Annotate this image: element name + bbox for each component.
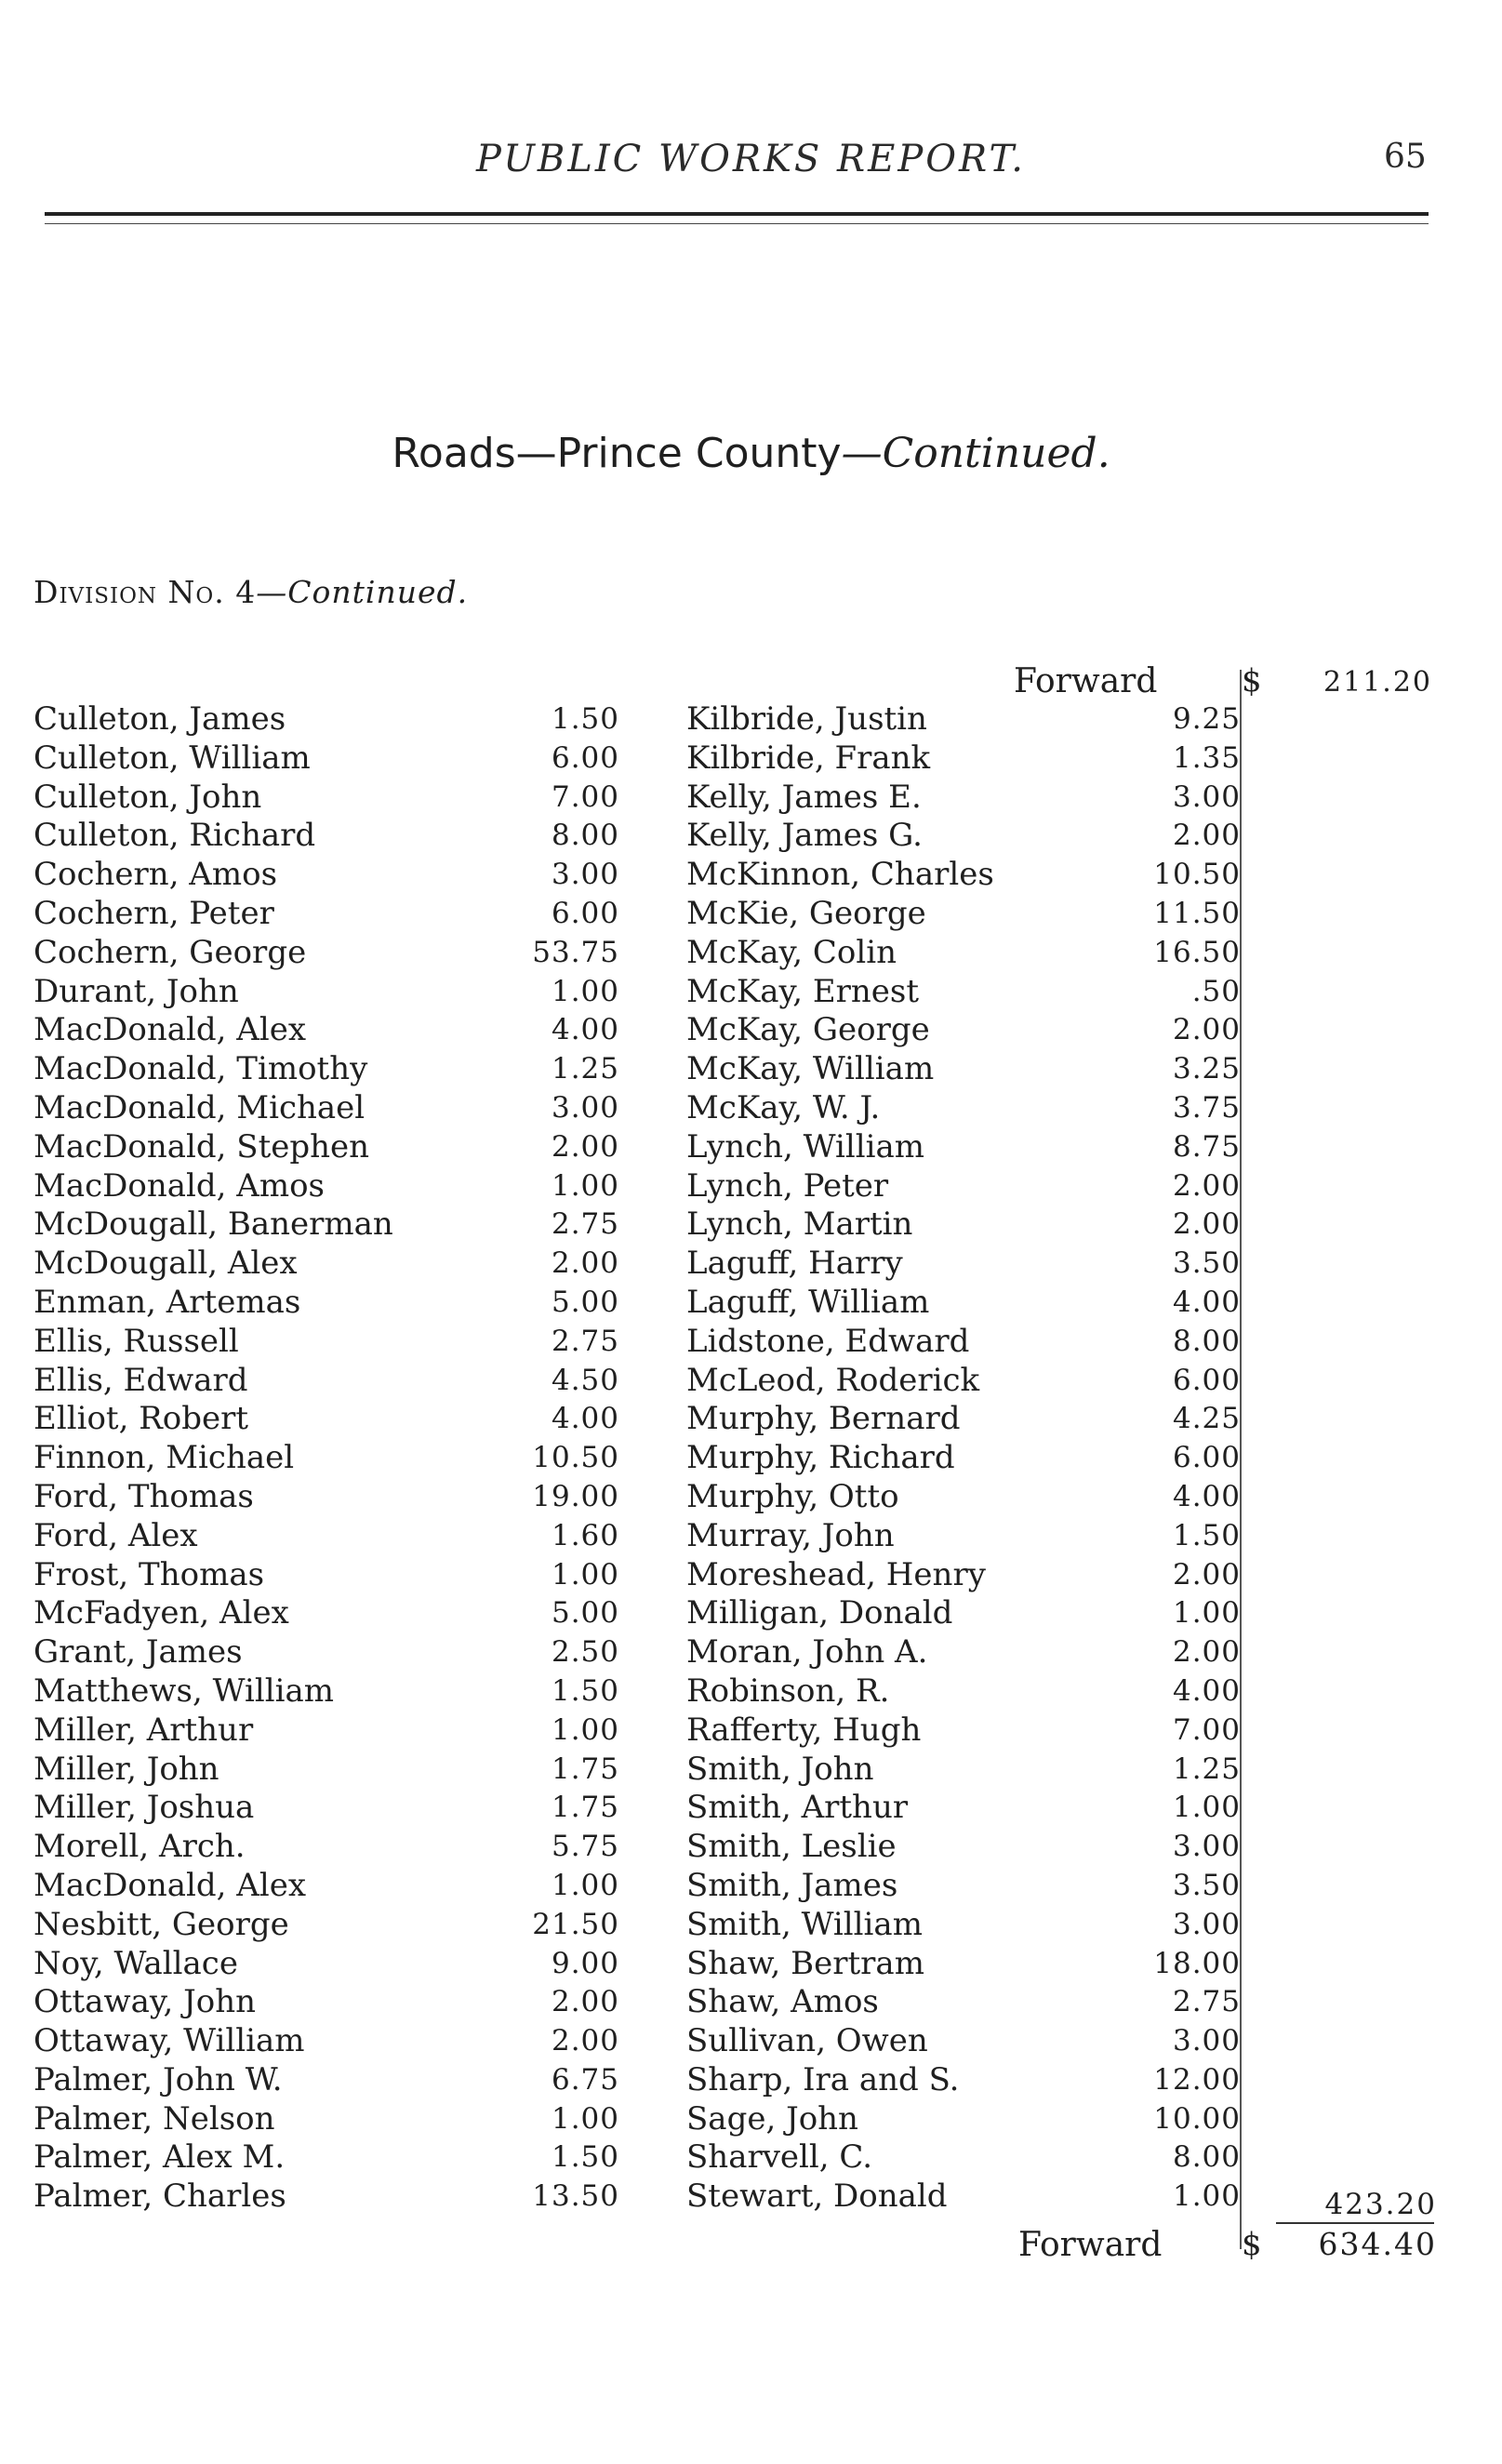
list-item [686, 1128, 1244, 1167]
list-item [33, 1789, 619, 1828]
entry-name: McLeod, Roderick [686, 1361, 980, 1399]
entry-amount: 4.00 [551, 1013, 619, 1047]
entry-amount: 3.00 [1172, 779, 1241, 814]
list-item [686, 1556, 1244, 1595]
division-label: Division No. 4 [33, 574, 257, 610]
entry-name: Matthews, William [33, 1672, 334, 1710]
header-rule-thin [45, 223, 1429, 224]
entry-amount: 5.75 [551, 1830, 619, 1864]
list-item [686, 1362, 1244, 1401]
list-item [686, 1089, 1244, 1128]
entry-name: Finnon, Michael [33, 1439, 295, 1477]
entry-amount: 1.25 [1172, 1751, 1241, 1786]
entry-name: MacDonald, Alex [33, 1866, 307, 1904]
list-item [33, 779, 619, 818]
list-item [33, 817, 619, 856]
entry-name: Smith, Leslie [686, 1828, 897, 1866]
entry-amount: 3.00 [1172, 1830, 1241, 1864]
list-item [33, 1284, 619, 1323]
entry-amount: 13.50 [532, 2179, 619, 2214]
entry-name: Ford, Thomas [33, 1477, 254, 1515]
entry-amount: 1.00 [551, 2101, 619, 2136]
entry-amount: 2.00 [1172, 819, 1241, 853]
entry-name: Lynch, Peter [686, 1166, 889, 1205]
entry-name: Enman, Artemas [33, 1283, 301, 1321]
list-item [686, 1517, 1244, 1556]
forward-label-top: Forward [1014, 662, 1158, 700]
section-title-continued: —Continued. [841, 430, 1110, 477]
entry-name: Moreshead, Henry [686, 1555, 986, 1593]
list-item [33, 700, 619, 739]
list-item [33, 1245, 619, 1284]
entry-amount: 2.75 [551, 1324, 619, 1358]
right-column-list [686, 700, 1244, 2217]
entry-name: Frost, Thomas [33, 1555, 265, 1593]
list-item [33, 1517, 619, 1556]
list-item [33, 1323, 619, 1362]
entry-amount: 4.00 [1172, 1673, 1241, 1708]
entry-amount: 1.75 [551, 1751, 619, 1786]
list-item [686, 1867, 1244, 1906]
list-item [33, 1556, 619, 1595]
entry-amount: 1.00 [551, 974, 619, 1008]
list-item [686, 973, 1244, 1012]
forward-amount-bottom: 634.40 [1318, 2226, 1437, 2262]
entry-name: Sage, John [686, 2099, 858, 2138]
entry-name: MacDonald, Alex [33, 1011, 307, 1049]
entry-name: Kelly, James G. [686, 817, 923, 855]
entry-name: Robinson, R. [686, 1672, 890, 1710]
list-item [686, 1323, 1244, 1362]
entry-name: Murphy, Otto [686, 1477, 899, 1515]
entry-amount: 5.00 [551, 1285, 619, 1319]
entry-name: Durant, John [33, 972, 239, 1010]
column-subtotal: 423.20 [1324, 2188, 1437, 2221]
entry-amount: 1.75 [551, 1791, 619, 1825]
entry-amount: .50 [1191, 974, 1241, 1008]
list-item [686, 1439, 1244, 1478]
currency-symbol-bottom: $ [1242, 2226, 1262, 2263]
entry-name: McKay, Ernest [686, 972, 920, 1010]
entry-amount: 1.00 [1172, 1596, 1241, 1631]
list-item [33, 1945, 619, 1984]
list-item [686, 895, 1244, 934]
entry-name: Smith, James [686, 1866, 898, 1904]
entry-name: Miller, John [33, 1750, 219, 1788]
entry-amount: 10.50 [1153, 858, 1241, 892]
entry-name: Sullivan, Owen [686, 2022, 928, 2060]
list-item [686, 700, 1244, 739]
entry-amount: 2.75 [551, 1207, 619, 1242]
entry-name: Smith, William [686, 1905, 923, 1943]
list-item [686, 1167, 1244, 1206]
entry-amount: 1.50 [551, 2140, 619, 2175]
entry-amount: 10.00 [1153, 2101, 1241, 2136]
list-item [33, 856, 619, 895]
entry-amount: 6.00 [551, 896, 619, 930]
entry-amount: 3.75 [1172, 1090, 1241, 1125]
entry-amount: 2.00 [551, 1985, 619, 2019]
list-item [686, 1478, 1244, 1517]
page-number: 65 [1384, 138, 1427, 176]
entry-name: Kilbride, Frank [686, 739, 931, 777]
entry-amount: 6.00 [1172, 1363, 1241, 1397]
entry-name: Palmer, Nelson [33, 2099, 275, 2138]
entry-name: Ellis, Russell [33, 1322, 239, 1360]
entry-amount: 3.50 [1172, 1868, 1241, 1902]
entry-name: Culleton, John [33, 778, 262, 816]
currency-symbol-top: $ [1242, 662, 1262, 699]
entry-amount: 1.50 [551, 1673, 619, 1708]
entry-amount: 1.00 [551, 1557, 619, 1592]
entry-amount: 1.00 [1172, 2179, 1241, 2214]
header-rule-thick [45, 212, 1429, 216]
entry-name: Moran, John A. [686, 1633, 928, 1672]
division-heading [33, 574, 468, 610]
entry-name: Ottaway, John [33, 1983, 257, 2021]
entry-amount: 9.00 [551, 1946, 619, 1980]
list-item [33, 1633, 619, 1672]
entry-amount: 3.50 [1172, 1246, 1241, 1281]
list-item [33, 1167, 619, 1206]
entry-amount: 3.25 [1172, 1052, 1241, 1086]
entry-amount: 2.50 [551, 1635, 619, 1670]
entry-amount: 3.00 [1172, 2024, 1241, 2058]
entry-name: Laguff, William [686, 1283, 930, 1321]
entry-amount: 2.00 [1172, 1635, 1241, 1670]
entry-name: Ellis, Edward [33, 1361, 248, 1399]
entry-name: Murray, John [686, 1516, 895, 1554]
entry-name: Palmer, Alex M. [33, 2138, 286, 2177]
entry-amount: 21.50 [532, 1907, 619, 1941]
entry-name: Lidstone, Edward [686, 1322, 970, 1360]
entry-name: McKie, George [686, 894, 926, 932]
list-item [686, 1945, 1244, 1984]
list-item [33, 1828, 619, 1867]
entry-name: Cochern, George [33, 933, 307, 971]
entry-name: Lynch, Martin [686, 1205, 913, 1244]
list-item [686, 2061, 1244, 2100]
entry-name: Culleton, James [33, 700, 286, 738]
list-item [686, 1906, 1244, 1945]
entry-name: Culleton, Richard [33, 817, 316, 855]
entry-amount: 2.75 [1172, 1985, 1241, 2019]
entry-name: MacDonald, Michael [33, 1088, 366, 1126]
entry-name: Murphy, Bernard [686, 1400, 961, 1438]
list-item [33, 1751, 619, 1790]
list-item [33, 973, 619, 1012]
section-title [0, 430, 1502, 477]
entry-amount: 3.00 [551, 858, 619, 892]
entry-name: Murphy, Richard [686, 1439, 955, 1477]
entry-name: Lynch, William [686, 1127, 924, 1165]
list-item [33, 2022, 619, 2061]
list-item [686, 2178, 1244, 2217]
list-item [686, 1983, 1244, 2022]
division-continued: —Continued. [256, 574, 469, 610]
list-item [33, 1711, 619, 1751]
entry-amount: 1.50 [551, 702, 619, 736]
entry-name: Smith, Arthur [686, 1789, 909, 1827]
entry-name: Palmer, John W. [33, 2060, 283, 2098]
list-item [686, 1245, 1244, 1284]
list-item [686, 1751, 1244, 1790]
list-item [686, 1789, 1244, 1828]
list-item [686, 934, 1244, 973]
running-header-title: PUBLIC WORKS REPORT. [476, 138, 1026, 180]
entry-amount: 3.00 [551, 1090, 619, 1125]
entry-amount: 4.25 [1172, 1402, 1241, 1436]
entry-amount: 8.00 [1172, 2140, 1241, 2175]
entry-amount: 4.00 [1172, 1479, 1241, 1513]
list-item [686, 1828, 1244, 1867]
entry-name: Culleton, William [33, 739, 311, 777]
entry-amount: 11.50 [1153, 896, 1241, 930]
entry-amount: 12.00 [1153, 2062, 1241, 2097]
entry-name: Sharvell, C. [686, 2138, 873, 2177]
list-item [33, 1362, 619, 1401]
list-item [686, 817, 1244, 856]
entry-amount: 53.75 [532, 935, 619, 969]
entry-amount: 8.75 [1172, 1129, 1241, 1164]
entry-amount: 4.00 [551, 1402, 619, 1436]
entry-amount: 8.00 [551, 819, 619, 853]
list-item [33, 2061, 619, 2100]
forward-label-bottom: Forward [1018, 2226, 1163, 2264]
entry-name: Elliot, Robert [33, 1400, 249, 1438]
list-item [33, 2138, 619, 2178]
entry-amount: 9.25 [1172, 702, 1241, 736]
entry-name: Miller, Arthur [33, 1711, 254, 1749]
list-item [33, 739, 619, 779]
entry-name: MacDonald, Amos [33, 1166, 325, 1205]
forward-amount-top: 211.20 [1323, 666, 1432, 699]
list-item [686, 739, 1244, 779]
entry-name: Miller, Joshua [33, 1789, 255, 1827]
entry-amount: 1.00 [1172, 1791, 1241, 1825]
list-item [33, 1594, 619, 1633]
list-item [33, 1050, 619, 1089]
list-item [686, 1400, 1244, 1439]
entry-name: Laguff, Harry [686, 1245, 903, 1283]
list-item [33, 1672, 619, 1711]
list-item [33, 1478, 619, 1517]
entry-name: Smith, John [686, 1750, 874, 1788]
list-item [33, 1205, 619, 1245]
entry-name: Cochern, Amos [33, 856, 278, 894]
entry-name: Palmer, Charles [33, 2178, 286, 2216]
entry-name: McKinnon, Charles [686, 856, 994, 894]
entry-amount: 2.00 [1172, 1557, 1241, 1592]
subtotal-rule [1276, 2222, 1434, 2224]
entry-amount: 2.00 [1172, 1207, 1241, 1242]
entry-amount: 1.00 [551, 1712, 619, 1747]
entry-amount: 16.50 [1153, 935, 1241, 969]
list-item [33, 934, 619, 973]
entry-name: Milligan, Donald [686, 1594, 953, 1632]
entry-amount: 18.00 [1153, 1946, 1241, 1980]
entry-name: McFadyen, Alex [33, 1594, 289, 1632]
entry-amount: 7.00 [551, 779, 619, 814]
entry-amount: 3.00 [1172, 1907, 1241, 1941]
list-item [686, 1205, 1244, 1245]
entry-name: Ottaway, William [33, 2022, 305, 2060]
entry-amount: 2.00 [551, 2024, 619, 2058]
entry-amount: 1.50 [1172, 1518, 1241, 1552]
entry-amount: 2.00 [1172, 1168, 1241, 1203]
list-item [33, 895, 619, 934]
list-item [686, 2138, 1244, 2178]
entry-amount: 10.50 [532, 1441, 619, 1475]
entry-name: McKay, Colin [686, 933, 897, 971]
entry-name: Shaw, Amos [686, 1983, 879, 2021]
entry-amount: 7.00 [1172, 1712, 1241, 1747]
entry-amount: 1.60 [551, 1518, 619, 1552]
entry-name: Noy, Wallace [33, 1944, 238, 1982]
list-item [686, 779, 1244, 818]
entry-name: Morell, Arch. [33, 1828, 246, 1866]
entry-name: McDougall, Banerman [33, 1205, 393, 1244]
entry-name: Shaw, Bertram [686, 1944, 924, 1982]
list-item [33, 1011, 619, 1050]
entry-name: McDougall, Alex [33, 1245, 298, 1283]
list-item [33, 1906, 619, 1945]
list-item [686, 856, 1244, 895]
entry-name: McKay, George [686, 1011, 930, 1049]
list-item [33, 1400, 619, 1439]
entry-amount: 6.00 [551, 740, 619, 775]
list-item [686, 1594, 1244, 1633]
entry-amount: 2.00 [551, 1246, 619, 1281]
list-item [686, 2100, 1244, 2139]
list-item [686, 1633, 1244, 1672]
entry-amount: 1.00 [551, 1168, 619, 1203]
entry-name: Stewart, Donald [686, 2178, 948, 2216]
entry-amount: 4.50 [551, 1363, 619, 1397]
list-item [686, 1711, 1244, 1751]
entry-name: Cochern, Peter [33, 894, 274, 932]
entry-amount: 19.00 [532, 1479, 619, 1513]
entry-name: Sharp, Ira and S. [686, 2060, 960, 2098]
entry-name: McKay, W. J. [686, 1088, 881, 1126]
left-column-list [33, 700, 619, 2217]
entry-name: Rafferty, Hugh [686, 1711, 922, 1749]
section-title-text: Roads—Prince County [392, 430, 842, 477]
entry-name: MacDonald, Stephen [33, 1127, 370, 1165]
entry-amount: 1.00 [551, 1868, 619, 1902]
entry-name: Kelly, James E. [686, 778, 922, 816]
entry-name: MacDonald, Timothy [33, 1050, 368, 1088]
list-item [33, 1089, 619, 1128]
list-item [33, 1439, 619, 1478]
list-item [33, 1867, 619, 1906]
entry-amount: 4.00 [1172, 1285, 1241, 1319]
entry-amount: 6.75 [551, 2062, 619, 2097]
list-item [686, 1284, 1244, 1323]
list-item [686, 1050, 1244, 1089]
entry-amount: 1.25 [551, 1052, 619, 1086]
entry-name: McKay, William [686, 1050, 935, 1088]
list-item [33, 1128, 619, 1167]
list-item [686, 1672, 1244, 1711]
entry-name: Ford, Alex [33, 1516, 198, 1554]
entry-amount: 2.00 [551, 1129, 619, 1164]
entry-amount: 2.00 [1172, 1013, 1241, 1047]
list-item [33, 1983, 619, 2022]
entry-amount: 5.00 [551, 1596, 619, 1631]
entry-amount: 6.00 [1172, 1441, 1241, 1475]
entry-name: Nesbitt, George [33, 1905, 289, 1943]
entry-name: Grant, James [33, 1633, 243, 1672]
list-item [686, 2022, 1244, 2061]
list-item [686, 1011, 1244, 1050]
entry-amount: 1.35 [1172, 740, 1241, 775]
entry-amount: 8.00 [1172, 1324, 1241, 1358]
entry-name: Kilbride, Justin [686, 700, 927, 738]
list-item [33, 2178, 619, 2217]
list-item [33, 2100, 619, 2139]
